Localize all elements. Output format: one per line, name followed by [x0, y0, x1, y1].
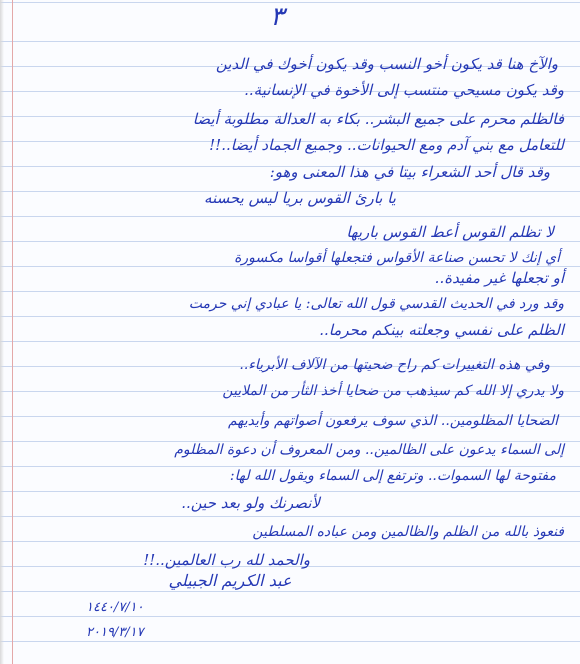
poem-verse-2: لا تظلم القوس أعط القوس باريها	[346, 223, 554, 241]
letter-line-4: للتعامل مع بني آدم ومع الحيوانات.. وجميع الجماد أيضا..!!	[209, 136, 564, 154]
letter-line-9: أو تجعلها غير مفيدة..	[434, 269, 564, 287]
letter-line-5: وقد قال أحد الشعراء بيتا في هذا المعنى وهو:	[269, 163, 550, 181]
letter-line-19: والحمد لله رب العالمين..!!	[143, 551, 310, 569]
letter-line-15: إلى السماء يدعون على الظالمين.. ومن المعروف أن دعوة المظلوم	[174, 442, 564, 458]
letter-line-3: فالظلم محرم على جميع البشر.. بكاء به العدالة مطلوبة أيضا	[192, 110, 564, 128]
signature: عبد الكريم الجبيلي	[168, 571, 292, 590]
date-hijri: ١٤٤٠/٧/١٠	[86, 600, 144, 615]
page-number: ٣	[270, 2, 284, 32]
date-gregorian: ٢٠١٩/٣/١٧	[86, 625, 144, 640]
letter-line-13: ولا يدري إلا الله كم سيذهب من ضحايا أخذ الثأر من الملايين	[222, 383, 564, 399]
letter-line-17: لأنصرنك ولو بعد حين..	[181, 494, 320, 512]
letter-line-2: وقد يكون مسيحي منتسب إلى الأخوة في الإنسانية..	[244, 81, 564, 99]
letter-line-10: وقد ورد في الحديث القدسي قول الله تعالى: يا عبادي إني حرمت	[188, 296, 564, 312]
paper-edge	[0, 0, 4, 664]
letter-line-16: مفتوحة لها السموات.. وترتفع إلى السماء ويقول الله لها:	[229, 468, 556, 484]
letter-line-8: أي إنك لا تحسن صناعة الأقواس فتجعلها أقواسا مكسورة	[234, 250, 560, 266]
poem-verse-1: يا بارئ القوس بريا ليس يحسنه	[204, 189, 396, 207]
letter-line-12: وفي هذه التغييرات كم راح ضحيتها من الآلاف الأبرياء..	[239, 357, 550, 373]
letter-line-18: فنعوذ بالله من الظلم والظالمين ومن عباده المسلطين	[252, 524, 564, 540]
letter-line-1: والآخ هنا قد يكون أخو النسب وقد يكون أخوك في الدين	[215, 55, 558, 73]
letter-line-11: الظلم على نفسي وجعلته بينكم محرما..	[319, 321, 564, 339]
letter-line-14: الضحايا المظلومين.. الذي سوف يرفعون أصواتهم وأيديهم	[228, 413, 558, 429]
